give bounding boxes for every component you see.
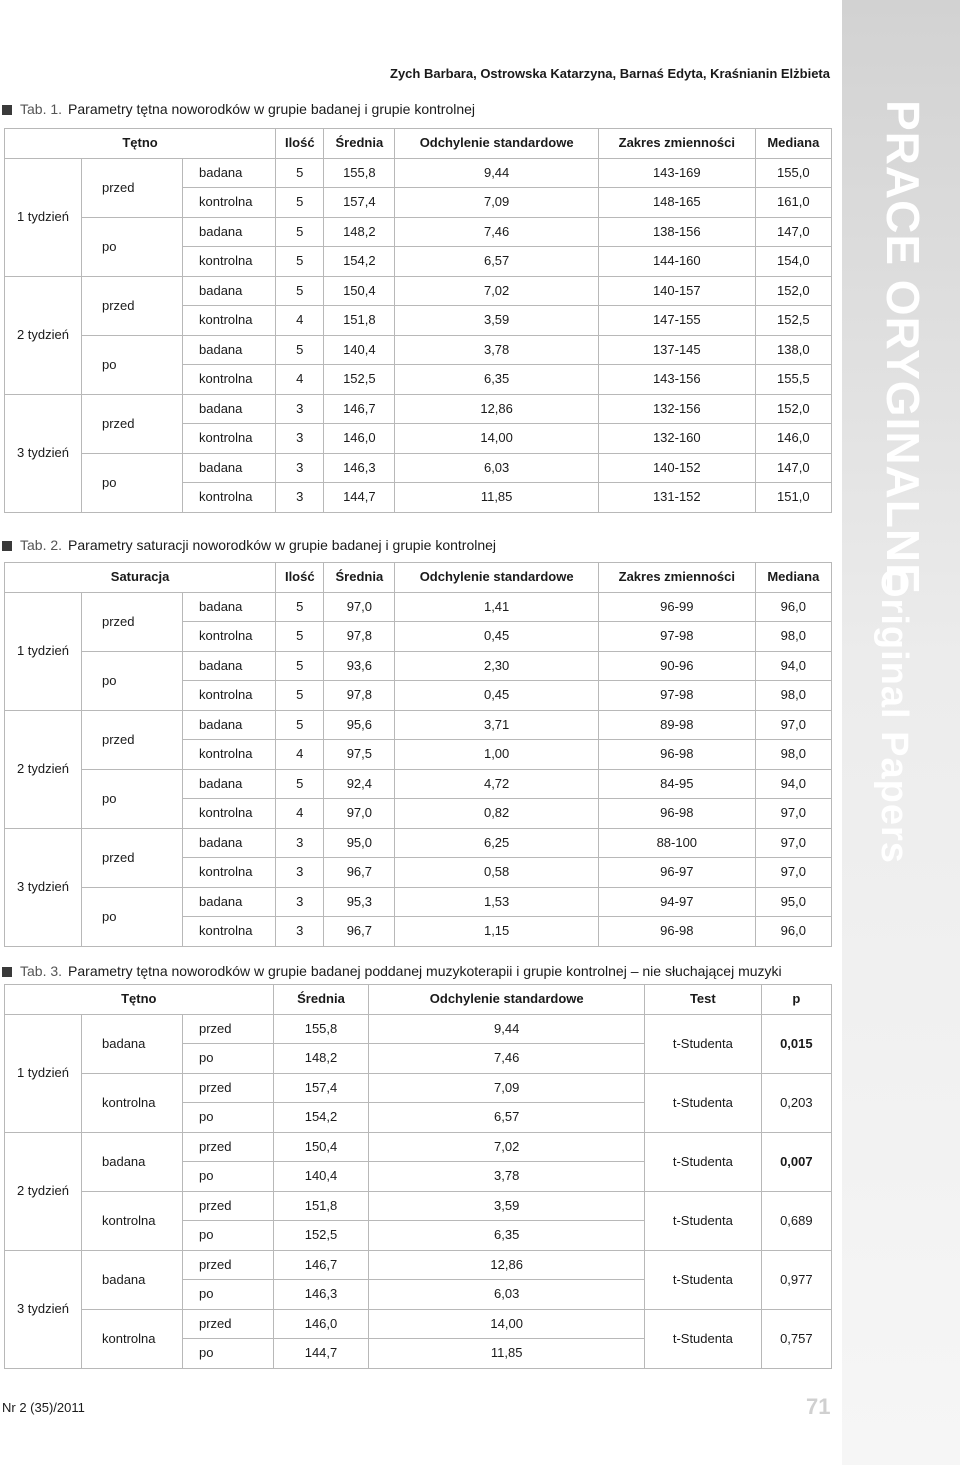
value-cell: 0,58 xyxy=(395,858,599,888)
table3-music-therapy xyxy=(4,984,832,1369)
value-cell: 5 xyxy=(276,188,324,218)
value-cell: 98,0 xyxy=(755,622,831,652)
table-row xyxy=(5,158,832,188)
week-label: 1 tydzień xyxy=(5,592,82,710)
value-cell: 146,0 xyxy=(755,424,831,454)
value-cell: 5 xyxy=(276,276,324,306)
phase-label: przed xyxy=(82,828,183,887)
value-cell: 5 xyxy=(276,622,324,652)
value-cell: 97,0 xyxy=(755,858,831,888)
value-cell: 146,7 xyxy=(273,1250,369,1280)
value-cell: 90-96 xyxy=(598,651,755,681)
table3-title: Parametry tętna noworodków w grupie badanej poddanej muzykoterapii i grupie kontrolnej – nie słuchającej muzyki xyxy=(68,963,782,979)
value-cell: 3 xyxy=(276,917,324,947)
phase-label: po xyxy=(82,217,183,276)
group-cell: kontrolna xyxy=(183,483,276,513)
group-cell: badana xyxy=(183,158,276,188)
value-cell: 152,5 xyxy=(324,365,395,395)
phase-cell: po xyxy=(183,1339,274,1369)
value-cell: 95,3 xyxy=(324,887,395,917)
column-header: Odchylenie standardowe xyxy=(369,985,645,1015)
table-row xyxy=(5,394,832,424)
group-cell: kontrolna xyxy=(183,917,276,947)
phase-cell: przed xyxy=(183,1309,274,1339)
value-cell: 146,3 xyxy=(324,453,395,483)
value-cell: 6,35 xyxy=(369,1221,645,1251)
column-header: Odchylenie standardowe xyxy=(395,563,599,593)
value-cell: 3 xyxy=(276,483,324,513)
value-cell: 155,0 xyxy=(755,158,831,188)
value-cell: 148,2 xyxy=(273,1044,369,1074)
group-cell: badana xyxy=(183,887,276,917)
value-cell: 3 xyxy=(276,394,324,424)
value-cell: 7,09 xyxy=(369,1073,645,1103)
value-cell: 96-98 xyxy=(598,799,755,829)
group-cell: badana xyxy=(183,217,276,247)
phase-label: po xyxy=(82,769,183,828)
value-cell: 97,5 xyxy=(324,740,395,770)
value-cell: 3,59 xyxy=(395,306,599,336)
group-cell: kontrolna xyxy=(183,188,276,218)
header-row xyxy=(5,563,832,593)
value-cell: 146,0 xyxy=(273,1309,369,1339)
group-cell: kontrolna xyxy=(183,622,276,652)
phase-label: przed xyxy=(82,394,183,453)
table-row xyxy=(5,1250,832,1280)
value-cell: 96-97 xyxy=(598,858,755,888)
value-cell: 96,0 xyxy=(755,917,831,947)
value-cell: 9,44 xyxy=(369,1014,645,1044)
column-header: p xyxy=(761,985,831,1015)
column-header: Test xyxy=(644,985,761,1015)
value-cell: 1,15 xyxy=(395,917,599,947)
value-cell: 3,59 xyxy=(369,1191,645,1221)
week-label: 1 tydzień xyxy=(5,1014,82,1132)
value-cell: 132-156 xyxy=(598,394,755,424)
value-cell: 6,35 xyxy=(395,365,599,395)
value-cell: 152,5 xyxy=(755,306,831,336)
group-label: kontrolna xyxy=(82,1191,183,1250)
table-row xyxy=(5,453,832,483)
value-cell: 97,0 xyxy=(324,799,395,829)
p-value-cell: 0,689 xyxy=(761,1191,831,1250)
week-label: 3 tydzień xyxy=(5,1250,82,1368)
group-cell: badana xyxy=(183,828,276,858)
p-value-cell: 0,007 xyxy=(761,1132,831,1191)
value-cell: 1,41 xyxy=(395,592,599,622)
column-header: Odchylenie standardowe xyxy=(395,129,599,159)
value-cell: 5 xyxy=(276,592,324,622)
value-cell: 6,25 xyxy=(395,828,599,858)
value-cell: 157,4 xyxy=(273,1073,369,1103)
value-cell: 5 xyxy=(276,710,324,740)
group-cell: badana xyxy=(183,769,276,799)
table3-label: Tab. 3. xyxy=(20,963,63,979)
phase-label: po xyxy=(82,651,183,710)
table-row xyxy=(5,651,832,681)
value-cell: 97,0 xyxy=(755,710,831,740)
group-cell: kontrolna xyxy=(183,799,276,829)
phase-label: po xyxy=(82,335,183,394)
value-cell: 7,46 xyxy=(395,217,599,247)
value-cell: 144,7 xyxy=(324,483,395,513)
phase-cell: przed xyxy=(183,1073,274,1103)
group-cell: kontrolna xyxy=(183,365,276,395)
phase-cell: po xyxy=(183,1162,274,1192)
value-cell: 152,5 xyxy=(273,1221,369,1251)
table2-caption xyxy=(2,537,496,553)
value-cell: 97,8 xyxy=(324,622,395,652)
value-cell: 155,5 xyxy=(755,365,831,395)
test-cell: t-Studenta xyxy=(644,1073,761,1132)
value-cell: 1,53 xyxy=(395,887,599,917)
value-cell: 5 xyxy=(276,769,324,799)
table-row xyxy=(5,1132,832,1162)
value-cell: 3,78 xyxy=(369,1162,645,1192)
group-label: badana xyxy=(82,1132,183,1191)
authors-header: Zych Barbara, Ostrowska Katarzyna, Barnaś Edyta, Kraśnianin Elżbieta xyxy=(390,66,830,81)
value-cell: 98,0 xyxy=(755,681,831,711)
value-cell: 154,2 xyxy=(324,247,395,277)
group-cell: kontrolna xyxy=(183,740,276,770)
table2-label: Tab. 2. xyxy=(20,537,63,553)
column-header: Saturacja xyxy=(5,563,276,593)
column-header: Tętno xyxy=(5,129,276,159)
value-cell: 5 xyxy=(276,158,324,188)
group-cell: kontrolna xyxy=(183,424,276,454)
value-cell: 97-98 xyxy=(598,622,755,652)
table-row xyxy=(5,769,832,799)
value-cell: 154,0 xyxy=(755,247,831,277)
group-cell: badana xyxy=(183,453,276,483)
value-cell: 131-152 xyxy=(598,483,755,513)
phase-cell: po xyxy=(183,1280,274,1310)
value-cell: 9,44 xyxy=(395,158,599,188)
value-cell: 151,8 xyxy=(324,306,395,336)
value-cell: 132-160 xyxy=(598,424,755,454)
column-header: Średnia xyxy=(273,985,369,1015)
value-cell: 144,7 xyxy=(273,1339,369,1369)
value-cell: 96,7 xyxy=(324,917,395,947)
header-row xyxy=(5,129,832,159)
value-cell: 94,0 xyxy=(755,769,831,799)
value-cell: 14,00 xyxy=(369,1309,645,1339)
page-number: 71 xyxy=(806,1394,831,1419)
value-cell: 95,0 xyxy=(755,887,831,917)
value-cell: 150,4 xyxy=(273,1132,369,1162)
value-cell: 12,86 xyxy=(395,394,599,424)
group-cell: badana xyxy=(183,592,276,622)
value-cell: 96-99 xyxy=(598,592,755,622)
value-cell: 146,7 xyxy=(324,394,395,424)
phase-label: po xyxy=(82,453,183,512)
bullet-square-icon xyxy=(2,541,12,551)
week-label: 3 tydzień xyxy=(5,828,82,946)
p-value-cell: 0,757 xyxy=(761,1309,831,1368)
group-cell: kontrolna xyxy=(183,858,276,888)
group-cell: badana xyxy=(183,394,276,424)
value-cell: 4 xyxy=(276,740,324,770)
value-cell: 147,0 xyxy=(755,453,831,483)
column-header: Średnia xyxy=(324,129,395,159)
value-cell: 2,30 xyxy=(395,651,599,681)
value-cell: 150,4 xyxy=(324,276,395,306)
value-cell: 140-157 xyxy=(598,276,755,306)
phase-label: przed xyxy=(82,710,183,769)
value-cell: 96,0 xyxy=(755,592,831,622)
test-cell: t-Studenta xyxy=(644,1309,761,1368)
value-cell: 7,02 xyxy=(369,1132,645,1162)
value-cell: 5 xyxy=(276,651,324,681)
table-row xyxy=(5,1191,832,1221)
value-cell: 97,0 xyxy=(755,828,831,858)
value-cell: 7,02 xyxy=(395,276,599,306)
table-row xyxy=(5,276,832,306)
value-cell: 143-156 xyxy=(598,365,755,395)
group-label: kontrolna xyxy=(82,1073,183,1132)
table1-label: Tab. 1. xyxy=(20,101,63,117)
value-cell: 151,8 xyxy=(273,1191,369,1221)
table1-caption xyxy=(2,101,475,117)
value-cell: 5 xyxy=(276,247,324,277)
value-cell: 94,0 xyxy=(755,651,831,681)
table-row xyxy=(5,335,832,365)
phase-label: przed xyxy=(82,592,183,651)
value-cell: 148-165 xyxy=(598,188,755,218)
week-label: 2 tydzień xyxy=(5,1132,82,1250)
table-row xyxy=(5,887,832,917)
p-value-cell: 0,015 xyxy=(761,1014,831,1073)
value-cell: 147-155 xyxy=(598,306,755,336)
value-cell: 11,85 xyxy=(369,1339,645,1369)
value-cell: 5 xyxy=(276,217,324,247)
value-cell: 157,4 xyxy=(324,188,395,218)
column-header: Ilość xyxy=(276,129,324,159)
table2-saturation xyxy=(4,562,832,947)
test-cell: t-Studenta xyxy=(644,1191,761,1250)
column-header: Tętno xyxy=(5,985,274,1015)
test-cell: t-Studenta xyxy=(644,1132,761,1191)
table-row xyxy=(5,592,832,622)
value-cell: 94-97 xyxy=(598,887,755,917)
value-cell: 96,7 xyxy=(324,858,395,888)
value-cell: 3 xyxy=(276,858,324,888)
value-cell: 6,03 xyxy=(395,453,599,483)
value-cell: 11,85 xyxy=(395,483,599,513)
week-label: 1 tydzień xyxy=(5,158,82,276)
value-cell: 97,0 xyxy=(324,592,395,622)
table-row xyxy=(5,1014,832,1044)
section-label-pl: PRACE ORYGINALNE xyxy=(877,100,929,595)
value-cell: 146,3 xyxy=(273,1280,369,1310)
p-value-cell: 0,977 xyxy=(761,1250,831,1309)
phase-cell: po xyxy=(183,1044,274,1074)
group-cell: kontrolna xyxy=(183,247,276,277)
week-label: 2 tydzień xyxy=(5,710,82,828)
value-cell: 161,0 xyxy=(755,188,831,218)
value-cell: 140-152 xyxy=(598,453,755,483)
table-row xyxy=(5,1073,832,1103)
value-cell: 97,8 xyxy=(324,681,395,711)
bullet-square-icon xyxy=(2,967,12,977)
column-header: Średnia xyxy=(324,563,395,593)
group-cell: badana xyxy=(183,276,276,306)
value-cell: 4 xyxy=(276,365,324,395)
column-header: Zakres zmienności xyxy=(598,563,755,593)
table-row xyxy=(5,828,832,858)
table-row xyxy=(5,1309,832,1339)
section-label-en: Original Papers xyxy=(873,568,915,864)
phase-cell: przed xyxy=(183,1014,274,1044)
value-cell: 12,86 xyxy=(369,1250,645,1280)
value-cell: 4 xyxy=(276,306,324,336)
value-cell: 6,57 xyxy=(395,247,599,277)
value-cell: 1,00 xyxy=(395,740,599,770)
value-cell: 5 xyxy=(276,681,324,711)
column-header: Zakres zmienności xyxy=(598,129,755,159)
phase-cell: po xyxy=(183,1221,274,1251)
value-cell: 140,4 xyxy=(273,1162,369,1192)
column-header: Mediana xyxy=(755,129,831,159)
value-cell: 6,03 xyxy=(369,1280,645,1310)
value-cell: 140,4 xyxy=(324,335,395,365)
phase-cell: po xyxy=(183,1103,274,1133)
value-cell: 144-160 xyxy=(598,247,755,277)
value-cell: 3,78 xyxy=(395,335,599,365)
value-cell: 89-98 xyxy=(598,710,755,740)
group-cell: badana xyxy=(183,335,276,365)
value-cell: 93,6 xyxy=(324,651,395,681)
phase-cell: przed xyxy=(183,1132,274,1162)
value-cell: 96-98 xyxy=(598,917,755,947)
value-cell: 155,8 xyxy=(324,158,395,188)
value-cell: 97-98 xyxy=(598,681,755,711)
table1-title: Parametry tętna noworodków w grupie badanej i grupie kontrolnej xyxy=(68,101,476,117)
group-cell: badana xyxy=(183,710,276,740)
value-cell: 84-95 xyxy=(598,769,755,799)
value-cell: 5 xyxy=(276,335,324,365)
week-label: 2 tydzień xyxy=(5,276,82,394)
value-cell: 14,00 xyxy=(395,424,599,454)
group-cell: badana xyxy=(183,651,276,681)
value-cell: 95,6 xyxy=(324,710,395,740)
value-cell: 95,0 xyxy=(324,828,395,858)
value-cell: 88-100 xyxy=(598,828,755,858)
value-cell: 98,0 xyxy=(755,740,831,770)
value-cell: 7,09 xyxy=(395,188,599,218)
table1-heart-rate xyxy=(4,128,832,513)
value-cell: 152,0 xyxy=(755,394,831,424)
value-cell: 7,46 xyxy=(369,1044,645,1074)
value-cell: 6,57 xyxy=(369,1103,645,1133)
value-cell: 3 xyxy=(276,424,324,454)
value-cell: 4,72 xyxy=(395,769,599,799)
value-cell: 155,8 xyxy=(273,1014,369,1044)
value-cell: 3 xyxy=(276,887,324,917)
value-cell: 148,2 xyxy=(324,217,395,247)
phase-label: przed xyxy=(82,158,183,217)
table-row xyxy=(5,217,832,247)
value-cell: 152,0 xyxy=(755,276,831,306)
phase-label: przed xyxy=(82,276,183,335)
group-label: badana xyxy=(82,1250,183,1309)
value-cell: 96-98 xyxy=(598,740,755,770)
value-cell: 92,4 xyxy=(324,769,395,799)
table2-title: Parametry saturacji noworodków w grupie badanej i grupie kontrolnej xyxy=(68,537,497,553)
p-value-cell: 0,203 xyxy=(761,1073,831,1132)
column-header: Ilość xyxy=(276,563,324,593)
value-cell: 138-156 xyxy=(598,217,755,247)
value-cell: 4 xyxy=(276,799,324,829)
test-cell: t-Studenta xyxy=(644,1014,761,1073)
value-cell: 3,71 xyxy=(395,710,599,740)
value-cell: 146,0 xyxy=(324,424,395,454)
value-cell: 147,0 xyxy=(755,217,831,247)
table-row xyxy=(5,710,832,740)
phase-cell: przed xyxy=(183,1191,274,1221)
group-label: kontrolna xyxy=(82,1309,183,1368)
phase-label: po xyxy=(82,887,183,946)
value-cell: 138,0 xyxy=(755,335,831,365)
bullet-square-icon xyxy=(2,105,12,115)
test-cell: t-Studenta xyxy=(644,1250,761,1309)
value-cell: 0,82 xyxy=(395,799,599,829)
value-cell: 154,2 xyxy=(273,1103,369,1133)
column-header: Mediana xyxy=(755,563,831,593)
week-label: 3 tydzień xyxy=(5,394,82,512)
table3-caption xyxy=(2,963,782,979)
header-row xyxy=(5,985,832,1015)
group-cell: kontrolna xyxy=(183,681,276,711)
value-cell: 0,45 xyxy=(395,622,599,652)
value-cell: 3 xyxy=(276,453,324,483)
value-cell: 143-169 xyxy=(598,158,755,188)
value-cell: 151,0 xyxy=(755,483,831,513)
value-cell: 97,0 xyxy=(755,799,831,829)
group-cell: kontrolna xyxy=(183,306,276,336)
group-label: badana xyxy=(82,1014,183,1073)
issue-number: Nr 2 (35)/2011 xyxy=(2,1400,85,1415)
value-cell: 0,45 xyxy=(395,681,599,711)
value-cell: 137-145 xyxy=(598,335,755,365)
value-cell: 3 xyxy=(276,828,324,858)
phase-cell: przed xyxy=(183,1250,274,1280)
